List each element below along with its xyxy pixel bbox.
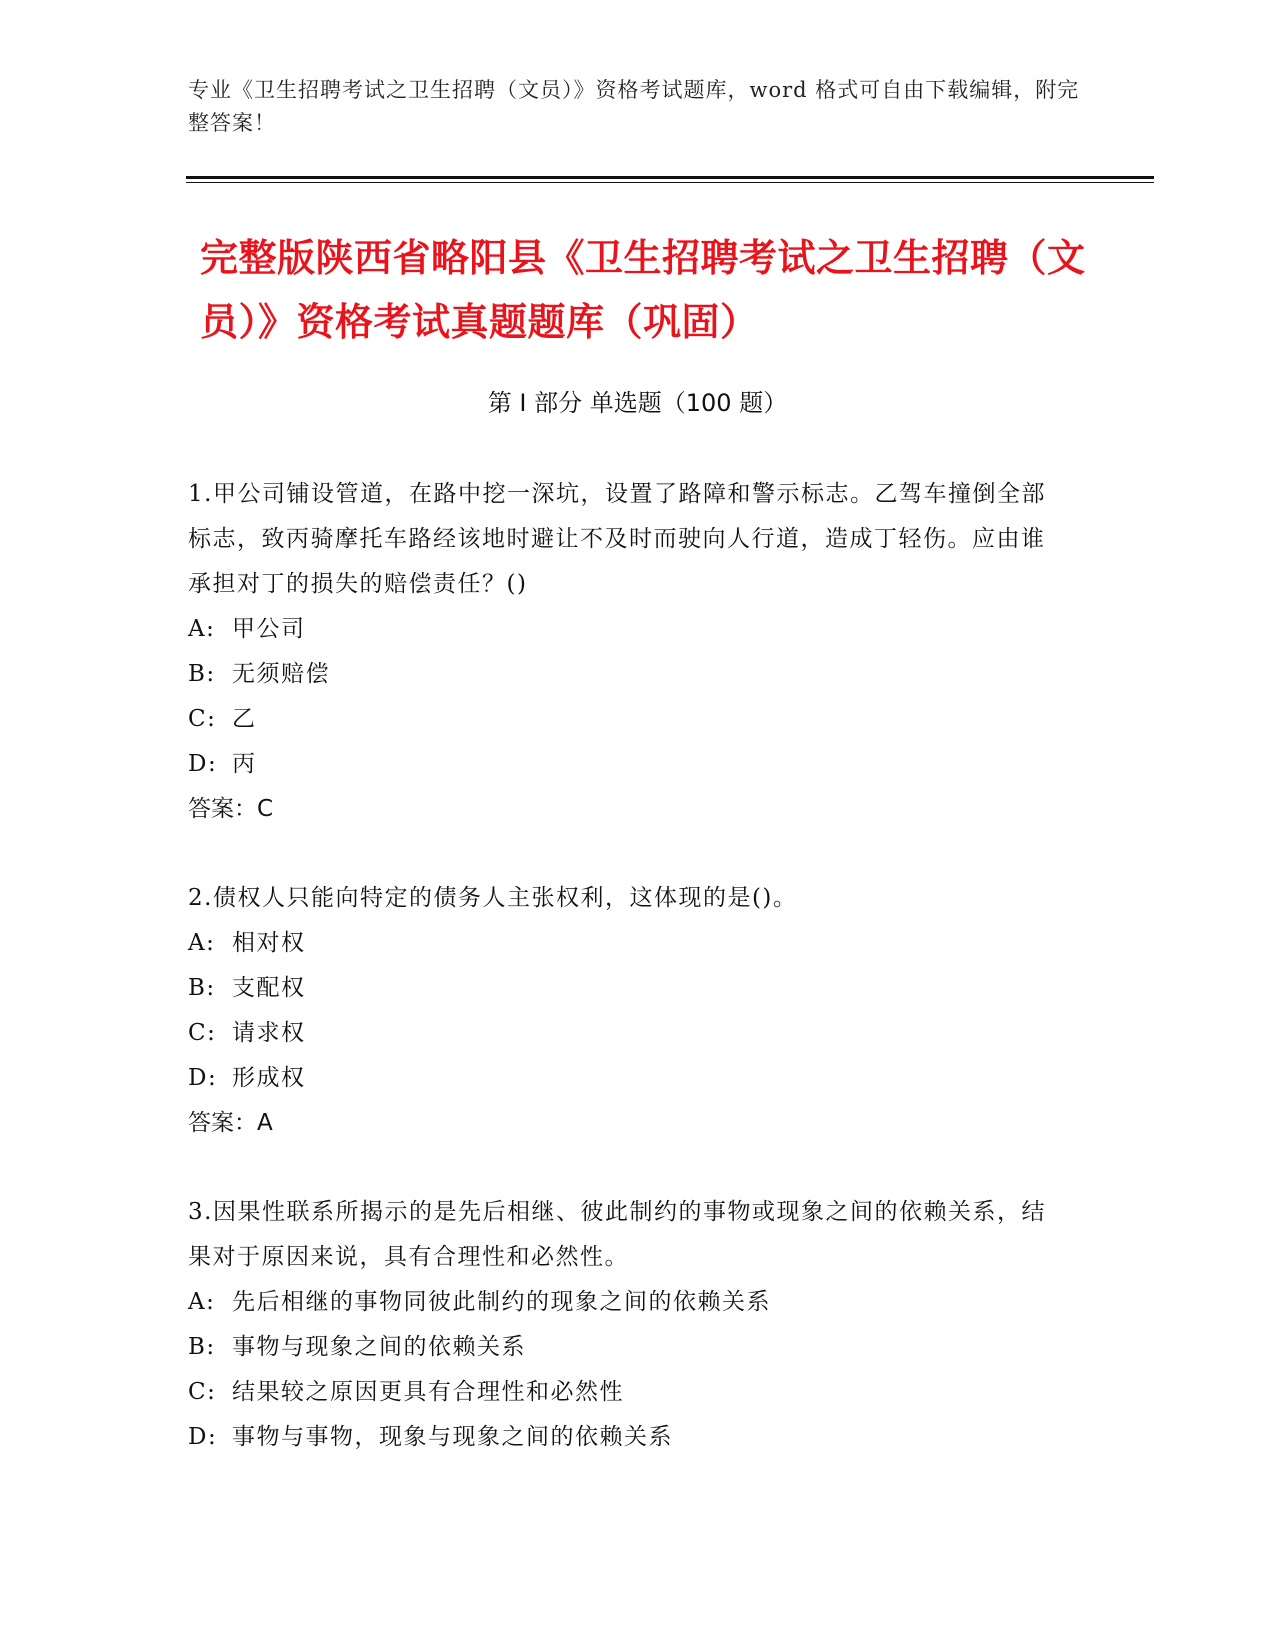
option-b [188,966,1068,1011]
option-key: A: [188,930,216,956]
option-d [188,1056,1068,1101]
option-text: 无须赔偿 [232,661,330,687]
option-text: 支配权 [232,975,306,1001]
question-stem: 1.甲公司铺设管道，在路中挖一深坑，设置了路障和警示标志。乙驾车撞倒全部标志，致丙骑摩托车路经该地时避让不及时而驶向人行道，造成丁轻伤。应由谁承担对丁的损失的赔偿责任？() [188,481,1046,597]
option-key: D: [188,1424,218,1450]
option-key: A: [188,616,216,642]
header-divider-thick [186,176,1154,179]
option-text: 甲公司 [232,616,306,642]
option-d [188,742,1068,787]
option-b [188,652,1068,697]
option-c [188,697,1068,742]
question-list [188,472,1068,1504]
section-heading: 第 I 部分 单选题（100 题） [487,389,788,417]
option-key: C: [188,1020,217,1046]
question-1 [188,472,1068,832]
header-divider-thin [186,182,1154,183]
question-3 [188,1190,1068,1460]
answer-text: 答案：C [188,796,274,822]
option-text: 请求权 [232,1020,306,1046]
question-stem: 3.因果性联系所揭示的是先后相继、彼此制约的事物或现象之间的依赖关系，结果对于原因来说，具有合理性和必然性。 [188,1199,1046,1270]
page-header-text: 专业《卫生招聘考试之卫生招聘（文员）》资格考试题库，word 格式可自由下载编辑，附完整答案！ [188,78,1080,135]
option-text: 先后相继的事物同彼此制约的现象之间的依赖关系 [232,1289,771,1315]
option-text: 事物与事物，现象与现象之间的依赖关系 [232,1424,673,1450]
option-key: B: [188,1334,216,1360]
option-key: C: [188,706,217,732]
answer-text: 答案：A [188,1110,273,1136]
document-title: 完整版陕西省略阳县《卫生招聘考试之卫生招聘（文员）》资格考试真题题库（巩固） [200,236,1086,344]
option-a [188,1280,1068,1325]
option-text: 事物与现象之间的依赖关系 [232,1334,526,1360]
option-a [188,921,1068,966]
option-b [188,1325,1068,1370]
option-key: B: [188,661,216,687]
option-text: 丙 [232,751,257,777]
option-key: D: [188,1065,218,1091]
option-key: A: [188,1289,216,1315]
option-d [188,1415,1068,1460]
option-text: 形成权 [232,1065,306,1091]
option-key: C: [188,1379,217,1405]
question-2 [188,876,1068,1146]
question-stem: 2.债权人只能向特定的债务人主张权利，这体现的是()。 [188,885,798,911]
option-c [188,1370,1068,1415]
option-text: 乙 [232,706,257,732]
option-text: 相对权 [232,930,306,956]
option-a [188,607,1068,652]
option-text: 结果较之原因更具有合理性和必然性 [232,1379,624,1405]
option-key: D: [188,751,218,777]
option-key: B: [188,975,216,1001]
option-c [188,1011,1068,1056]
